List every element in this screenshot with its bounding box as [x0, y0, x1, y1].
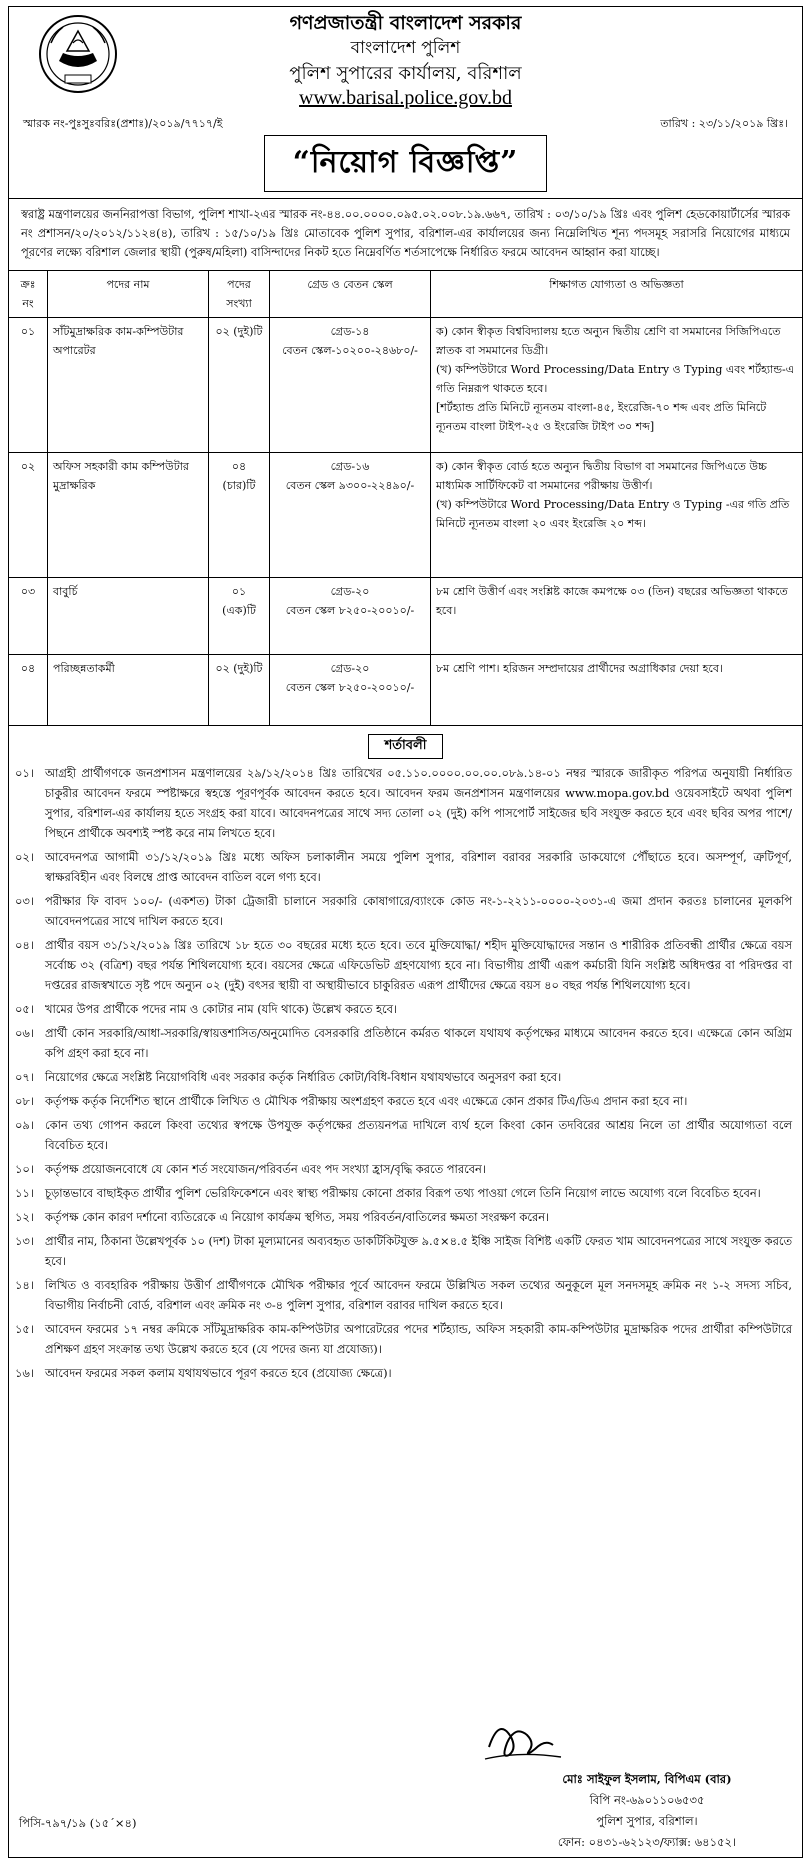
cell-post: অফিস সহকারী কাম কম্পিউটার মুদ্রাক্ষরিক	[48, 453, 209, 578]
term-item	[15, 1183, 792, 1203]
col-header-post: পদের নাম	[48, 271, 209, 318]
term-item	[15, 999, 792, 1019]
term-text: আবেদনপত্র আগামী ৩১/১২/২০১৯ খ্রিঃ মধ্যে অফিস চলাকালীন সময়ে পুলিশ সুপার, বরিশাল বরাবর সরকারি ডাকযোগে পৌঁছাতে হবে। অসম্পূর্ণ, ত্রুটিপূর্ণ, স্বাক্ষরবিহীন এবং বিলম্বে প্রাপ্ত আবেদন বাতিল বলে গণ্য হবে।	[45, 850, 792, 884]
term-text: কর্তৃপক্ষ কোন কারণ দর্শানো ব্যতিরেকে এ নিয়োগ কার্যক্রম স্থগিত, সময় পরিবর্তন/বাতিলের ক্ষমতা সংরক্ষণ করেন।	[45, 1210, 550, 1224]
cell-count: ০২ (দুই)টি	[209, 318, 270, 453]
cell-count: ০৪ (চার)টি	[209, 453, 270, 578]
signatory-block	[522, 1769, 772, 1853]
notice-title-text: “নিয়োগ বিজ্ঞপ্তি”	[264, 135, 548, 192]
term-number: ১১।	[15, 1186, 34, 1200]
table-row	[9, 655, 802, 726]
term-number: ০১।	[15, 766, 34, 780]
table-row	[9, 318, 802, 453]
term-text: প্রার্থী কোন সরকারি/আধা-সরকারি/স্বায়ত্তশাসিত/অনুমোদিত বেসরকারি প্রতিষ্ঠানে কর্মরত থাকলে যথাযথ কর্তৃপক্ষের মাধ্যমে আবেদন করতে হবে। এক্ষেত্রে কোন অগ্রিম কপি গ্রহণ করা হবে না।	[45, 1026, 792, 1060]
grade-text: গ্রেড-১৪	[330, 325, 370, 338]
posts-table	[9, 270, 802, 726]
grade-text: গ্রেড-২০	[330, 585, 370, 598]
grade-text: গ্রেড-১৬	[330, 460, 370, 473]
cell-sl: ০৩	[9, 578, 48, 655]
term-number: ১৩।	[15, 1234, 34, 1248]
term-item	[15, 935, 792, 995]
signature-mark	[479, 1707, 569, 1767]
col-header-count: পদের সংখ্যা	[209, 271, 270, 318]
footer-code: পিসি-৭৯৭/১৯ (১৫´×৪)	[19, 1816, 137, 1830]
term-item	[15, 1115, 792, 1155]
qualification-line: ক) কোন স্বীকৃত বোর্ড হতে অন্যুন দ্বিতীয় বিভাগ বা সমমানের জিপিএতে উচ্চ মাধ্যমিক সার্টিফিকেট বা সমমানের পরীক্ষায় উত্তীর্ণ।	[436, 460, 767, 492]
term-number: ০৫।	[15, 1002, 34, 1016]
cell-sl: ০৪	[9, 655, 48, 726]
cell-grade	[270, 655, 431, 726]
qualification-line: [শর্টহ্যান্ড প্রতি মিনিটে ন্যূনতম বাংলা-৪৫, ইংরেজি-৭০ শব্দ এবং প্রতি মিনিটে ন্যূনতম বাংলা টাইপ-২৫ ও ইংরেজি টাইপ ৩০ শব্দ]	[436, 401, 767, 433]
signatory-name: মোঃ সাইফুল ইসলাম, বিপিএম (বার)	[562, 1772, 732, 1786]
scale-text: বেতন স্কেল ৯৩০০-২২৪৯০/-	[285, 479, 415, 492]
office-name: পুলিশ সুপারের কার্যালয়, বরিশাল	[289, 63, 522, 84]
term-number: ১৫।	[15, 1322, 34, 1336]
cell-count: ০২ (দুই)টি	[209, 655, 270, 726]
term-text: পরীক্ষার ফি বাবদ ১০০/- (একশত) টাকা ট্রেজারী চালানে সরকারি কোষাগারে/ব্যাংকে কোড নং-১-২২১১-০০০০-২০৩১-এ জমা প্রদান করতঃ চালানের মূলকপি আবেদনপত্রের সাথে দাখিল করতে হবে।	[45, 894, 792, 928]
term-number: ০৬।	[15, 1026, 34, 1040]
term-text: আগ্রহী প্রার্থীগণকে জনপ্রশাসন মন্ত্রণালয়ের ২৯/১২/২০১৪ খ্রিঃ তারিখের ০৫.১১০.০০০০.০০.০০.০৮৯.১৪-০১ নম্বর স্মারকে জারীকৃত পরিপত্র অনুযায়ী নির্ধারিত চাকুরীর আবেদন ফরমে স্পষ্টাক্ষরে স্বহস্তে পূরণপূর্বক আবেদন করতে হবে। আবেদন ফরম জনপ্রশাসন মন্ত্রণালয়ের www.mopa.gov.bd ওয়েবসাইটে অথবা পুলিশ সুপার, বরিশাল-এর কার্যালয় হতে সংগ্রহ করা যাবে। আবেদনপত্রের সাথে সদ্য তোলা ০২ (দুই) কপি পাসপোর্ট সাইজের ছবি সংযুক্ত করতে হবে এবং ছবির অপর পাশে/পিছনে প্রার্থীকে অবশ্যই স্পষ্ট করে নাম লিখতে হবে।	[45, 766, 792, 840]
cell-grade	[270, 318, 431, 453]
police-emblem-icon	[37, 13, 119, 95]
notice-title	[9, 135, 802, 192]
cell-sl: ০১	[9, 318, 48, 453]
term-text: আবেদন ফরমের সকল কলাম যথাযথভাবে পূরণ করতে হবে (প্রযোজ্য ক্ষেত্রে)।	[45, 1366, 392, 1380]
scale-text: বেতন স্কেল-১০২০০-২৪৬৮০/-	[282, 344, 418, 357]
term-text: লিখিত ও ব্যবহারিক পরীক্ষায় উত্তীর্ণ প্রার্থীগণকে মৌখিক পরীক্ষার পূর্বে আবেদন ফরমে উল্লিখিত সকল তথ্যের অনুকূলে মূল সনদসমূহ ক্রমিক নং ১-২ সদস্য সচিব, বিভাগীয় নির্বাচনী বোর্ড, বরিশাল এবং ক্রমিক নং ৩-৪ পুলিশ সুপার, বরিশাল বরাবর দাখিল করতে হবে।	[45, 1278, 792, 1312]
terms-heading	[9, 734, 802, 759]
department-name: বাংলাদেশ পুলিশ	[350, 38, 461, 58]
govt-name: গণপ্রজাতন্ত্রী বাংলাদেশ সরকার	[289, 12, 522, 34]
signatory-bp: বিপি নং-৬৯০১১০৬৫৩৫	[589, 1793, 705, 1807]
notice-page	[8, 6, 803, 1858]
term-number: ১৪।	[15, 1278, 34, 1292]
cell-grade	[270, 453, 431, 578]
terms-heading-text: শর্তাবলী	[368, 734, 444, 759]
term-item	[15, 1023, 792, 1063]
cell-post: সাঁটমুদ্রাক্ষরিক কাম-কম্পিউটার অপারেটর	[48, 318, 209, 453]
cell-qualification: ৮ম শ্রেণি উত্তীর্ণ এবং সংশ্লিষ্ট কাজে কমপক্ষে ০৩ (তিন) বছরের অভিজ্ঞতা থাকতে হবে।	[431, 578, 803, 655]
cell-post: বাবুর্চি	[48, 578, 209, 655]
term-item	[15, 1091, 792, 1111]
memo-ref: স্মারক নং-পুঃসুঃবরিঃ(প্রশাঃ)/২০১৯/৭৭১৭/ই	[23, 117, 223, 130]
term-number: ১০।	[15, 1162, 34, 1176]
qualification-line: (খ) কম্পিউটারে Word Processing/Data Entry ও Typing এবং শর্টহ্যান্ড-এ গতি নিম্নরূপ থাকতে হবে।	[436, 363, 795, 395]
document-header	[9, 7, 802, 130]
term-item	[15, 1363, 792, 1383]
term-number: ০৭।	[15, 1070, 34, 1084]
terms-list	[9, 763, 802, 1383]
website-link[interactable]: www.barisal.police.gov.bd	[299, 87, 512, 109]
term-item	[15, 1067, 792, 1087]
table-header-row	[9, 271, 802, 318]
term-text: প্রার্থীর বয়স ৩১/১২/২০১৯ খ্রিঃ তারিখে ১৮ হতে ৩০ বছরের মধ্যে হতে হবে। তবে মুক্তিযোদ্ধা/ শহীদ মুক্তিযোদ্ধাদের সন্তান ও শারীরিক প্রতিবন্ধী প্রার্থীর ক্ষেত্রে বয়স সর্বোচ্চ ৩২ (বত্রিশ) বছর পর্যন্ত শিথিলযোগ্য হবে। বয়সের ক্ষেত্রে এফিডেভিট গ্রহণযোগ্য হবে না। বিভাগীয় প্রার্থী এরূপ কর্মচারী যিনি সংশ্লিষ্ট অধিদপ্তর বা পরিদপ্তর বা দপ্তরের রাজস্বখাতে সৃষ্ট পদে অন্যুন ০২ (দুই) বৎসর স্থায়ী বা অস্থায়ীভাবে চাকুরিরত এরূপ প্রার্থীদের ক্ষেত্রে বয়স ৪০ বছর পর্যন্ত শিথিলযোগ্য হবে।	[45, 938, 792, 992]
qualification-line: ক) কোন স্বীকৃত বিশ্ববিদ্যালয় হতে অন্যুন দ্বিতীয় শ্রেণি বা সমমানের সিজিপিএতে স্নাতক বা সমমানের ডিগ্রী।	[436, 325, 781, 357]
cell-grade	[270, 578, 431, 655]
intro-paragraph: স্বরাষ্ট্র মন্ত্রণালয়ের জননিরাপত্তা বিভাগ, পুলিশ শাখা-২এর স্মারক নং-৪৪.০০.০০০০.০৯৫.০২.০০৮.১৯.৬৬৭, তারিখ : ০৩/১০/১৯ খ্রিঃ এবং পুলিশ হেডকোয়ার্টার্সের স্মারক নং প্রশাসন/২০/২০১২/১১২৪(৪), তারিখ : ১৫/১০/১৯ খ্রিঃ মোতাবেক পুলিশ সুপার, বরিশাল-এর কার্যালয়ের জন্য নিম্নেলিখিত শূন্য পদসমূহ সরাসরি নিয়োগের মাধ্যমে পূরণের লক্ষ্যে বরিশাল জেলার স্থায়ী (পুরুষ/মহিলা) বাসিন্দাদের নিকট হতে নিম্নেবর্ণিত শর্তসাপেক্ষে নির্ধারিত ফরমে আবেদন আহ্বান করা যাচ্ছে।	[9, 198, 802, 270]
cell-sl: ০২	[9, 453, 48, 578]
cell-qualification	[431, 453, 803, 578]
signatory-designation: পুলিশ সুপার, বরিশাল।	[596, 1814, 698, 1828]
term-text: প্রার্থীর নাম, ঠিকানা উল্লেখপূর্বক ১০ (দশ) টাকা মূল্যমানের অব্যবহৃত ডাকটিকিটযুক্ত ৯.৫×৪.৫ ইঞ্চি সাইজ বিশিষ্ট একটি ফেরত খাম আবেদনপত্রের সাথে সংযুক্ত করতে হবে।	[45, 1234, 792, 1268]
term-item	[15, 1319, 792, 1359]
qualification-line: (খ) কম্পিউটারে Word Processing/Data Entry ও Typing -এর গতি প্রতি মিনিটে ন্যূনতম বাংলা ২০ এবং ইংরেজি ২০ শব্দ।	[436, 498, 790, 530]
col-header-grade: গ্রেড ও বেতন স্কেল	[270, 271, 431, 318]
table-row	[9, 578, 802, 655]
memo-date: তারিখ : ২৩/১১/২০১৯ খ্রিঃ।	[660, 117, 788, 130]
term-item	[15, 847, 792, 887]
term-text: কর্তৃপক্ষ কর্তৃক নির্দেশিত স্থানে প্রার্থীকে লিখিত ও মৌখিক পরীক্ষায় অংশগ্রহণ করতে হবে এবং এক্ষেত্রে কোন প্রকার টিএ/ডিএ প্রদান করা হবে না।	[45, 1094, 688, 1108]
scale-text: বেতন স্কেল ৮২৫০-২০০১০/-	[285, 604, 415, 617]
cell-count: ০১ (এক)টি	[209, 578, 270, 655]
col-header-sl: ক্রঃ নং	[9, 271, 48, 318]
col-header-qualification: শিক্ষাগত যোগ্যতা ও অভিজ্ঞতা	[431, 271, 803, 318]
term-text: কর্তৃপক্ষ প্রয়োজনবোধে যে কোন শর্ত সংযোজন/পরিবর্তন এবং পদ সংখ্যা হ্রাস/বৃদ্ধি করতে পারবেন।	[45, 1162, 486, 1176]
term-number: ০৩।	[15, 894, 34, 908]
term-text: নিয়োগের ক্ষেত্রে সংশ্লিষ্ট নিয়োগবিধি এবং সরকার কর্তৃক নির্ধারিত কোটা/বিধি-বিধান যথাযথভাবে অনুসরণ করা হবে।	[45, 1070, 562, 1084]
term-item	[15, 1231, 792, 1271]
term-item	[15, 763, 792, 843]
term-number: ০৯।	[15, 1118, 34, 1132]
term-number: ০৪।	[15, 938, 34, 952]
term-text: আবেদন ফরমের ১৭ নম্বর ক্রমিকে সাঁটমুদ্রাক্ষরিক কাম-কম্পিউটার অপারেটরের পদের শর্টহ্যান্ড, অফিস সহকারী কাম-কম্পিউটার মুদ্রাক্ষরিক পদের প্রার্থীরা কম্পিউটারে প্রশিক্ষণ গ্রহণ সংক্রান্ত তথ্য উল্লেখ করতে হবে (যে পদের জন্য যা প্রযোজ্য)।	[45, 1322, 792, 1356]
term-number: ১৬।	[15, 1366, 34, 1380]
term-item	[15, 1275, 792, 1315]
term-item	[15, 1207, 792, 1227]
cell-qualification	[431, 318, 803, 453]
term-number: ১২।	[15, 1210, 34, 1224]
cell-qualification: ৮ম শ্রেণি পাশ। হরিজন সম্প্রদায়ের প্রার্থীদের অগ্রাধিকার দেয়া হবে।	[431, 655, 803, 726]
term-number: ০২।	[15, 850, 34, 864]
table-row	[9, 453, 802, 578]
term-item	[15, 1159, 792, 1179]
term-text: কোন তথ্য গোপন করলে কিংবা তথ্যের স্বপক্ষে উপযুক্ত কর্তৃপক্ষের প্রত্যয়নপত্র দাখিলে ব্যর্থ হলে কিংবা কোন তদবিরের আশ্রয় নিলে তা প্রার্থীর অযোগ্যতা বলে বিবেচিত হবে।	[45, 1118, 792, 1152]
grade-text: গ্রেড-২০	[330, 662, 370, 675]
term-text: খামের উপর প্রার্থীকে পদের নাম ও কোটার নাম (যদি থাকে) উল্লেখ করতে হবে।	[45, 1002, 398, 1016]
term-text: চূড়ান্তভাবে বাছাইকৃত প্রার্থীর পুলিশ ভেরিফিকেশনে এবং স্বাস্থ্য পরীক্ষায় কোনো প্রকার বিরূপ তথ্য পাওয়া গেলে তিনি নিয়োগ লাভে অযোগ্য বলে বিবেচিত হবেন।	[45, 1186, 761, 1200]
term-number: ০৮।	[15, 1094, 34, 1108]
signatory-phone: ফোন: ০৪৩১-৬২১২৩/ফ্যাক্স: ৬৪১৫২।	[557, 1835, 737, 1849]
scale-text: বেতন স্কেল ৮২৫০-২০০১০/-	[285, 681, 415, 694]
cell-post: পরিচ্ছন্নতাকর্মী	[48, 655, 209, 726]
term-item	[15, 891, 792, 931]
